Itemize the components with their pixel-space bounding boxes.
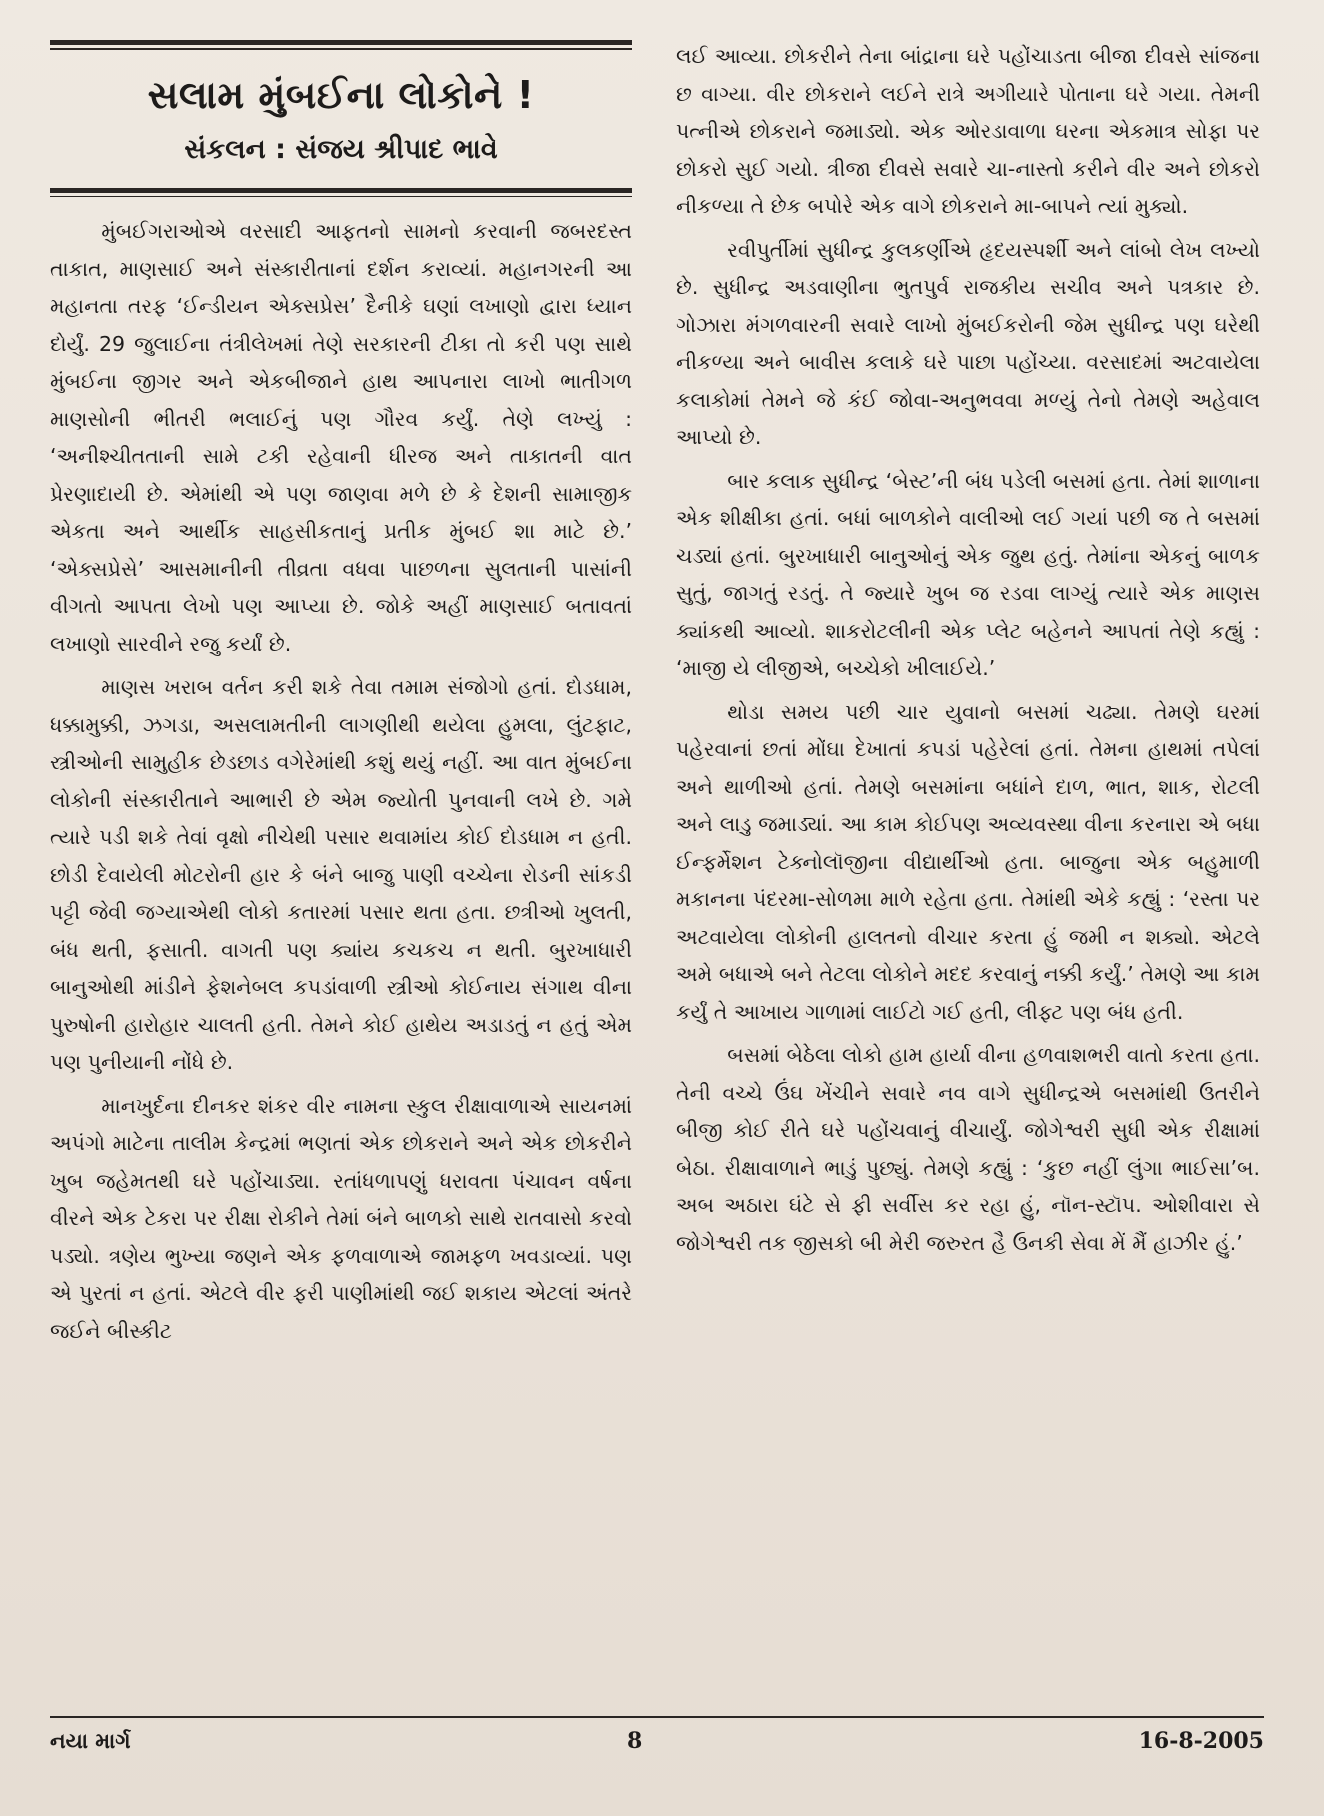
issue-date: 16-8-2005 [1138,1728,1264,1754]
publication-name: નયા માર્ગ [50,1728,131,1753]
title-rule-bottom-thick [50,188,632,193]
article-title: સલામ મુંબઈના લોકોને ! [147,72,535,117]
paragraph-rickshaw-free: બસમાં બેઠેલા લોકો હામ હાર્યા વીના હળવાશભરી વાતો કરતા હતા. તેની વચ્ચે ઉંઘ ખેંચીને સવારે નવ વાગે સુધીન્દ્રએ બસમાંથી ઉતરીને બીજી કોઈ રીતે ઘરે પહોંચવાનું વીચાર્યું. જોગેશ્વરી સુધી એક રીક્ષામાં બેઠા. રીક્ષાવાળાને ભાડું પુછ્યું. તેમણે કહ્યું : ‘કુછ નહીં લુંગા ભાઈસા’બ. અબ અઠારા ઘંટે સે ફી સર્વીસ કર રહા હું, નૉન-સ્ટૉપ. ઓશીવારા સે જોગેશ્વરી તક જીસકો બી મેરી જરુરત હૈ ઉનકી સેવા મેં મૈં હાઝીર હું.’ [676,1043,1260,1255]
paragraph-conduct: માણસ ખરાબ વર્તન કરી શકે તેવા તમામ સંજોગો હતાં. દોડધામ, ધક્કામુક્કી, ઝગડા, અસલામતીની લાગણીથી થયેલા હુમલા, લુંટફાટ, સ્ત્રીઓની સામુહીક છેડછાડ વગેરેમાંથી કશું થયું નહીં. આ વાત મુંબઈના લોકોની સંસ્કારીતાને આભારી છે એમ જ્યોતી પુનવાની લખે છે. ગમે ત્યારે પડી શકે તેવાં વૃક્ષો નીચેથી પસાર થવામાંય કોઈ દોડધામ ન હતી. છોડી દેવાયેલી મોટરોની હાર કે બંને બાજુ પાણી વચ્ચેના રોડની સાંકડી પટ્ટી જેવી જગ્યાએથી લોકો કતારમાં પસાર થતા હતા. છત્રીઓ ખુલતી, બંધ થતી, ફસાતી. વાગતી પણ ક્યાંય કચકચ ન થતી. બુરખાધારી બાનુઓથી માંડીને ફેશનેબલ કપડાંવાળી સ્ત્રીઓ કોઈનાય સંગાથ વીના પુરુષોની હારોહાર ચાલતી હતી. તેમને કોઈ હાથેય અડાડતું ન હતું એમ પણ પુનીયાની નોંધે છે. [50,675,632,1074]
page-footer [50,1716,1264,1754]
paragraph-students: થોડા સમય પછી ચાર યુવાનો બસમાં ચઢ્યા. તેમણે ઘરમાં પહેરવાનાં છતાં મોંઘા દેખાતાં કપડાં પહેરેલાં હતાં. તેમના હાથમાં તપેલાં અને થાળીઓ હતાં. તેમણે બસમાંના બધાંને દાળ, ભાત, શાક, રોટલી અને લાડુ જમાડ્યાં. આ કામ કોઈપણ અવ્યવસ્થા વીના કરનારા એ બધા ઈન્ફર્મેશન ટેક્નોલૉજીના વીદ્યાર્થીઓ હતા. બાજુના એક બહુમાળી મકાનના પંદરમા-સોળમા માળે રહેતા હતા. તેમાંથી એકે કહ્યું : ‘રસ્તા પર અટવાયેલા લોકોની હાલતનો વીચાર કરતા હું જમી ન શક્યો. એટલે અમે બધાએ બને તેટલા લોકોને મદદ કરવાનું નક્કી કર્યું.’ તેમણે આ કામ કર્યું તે આખાય ગાળામાં લાઈટો ગઈ હતી, લીફ્ટ પણ બંધ હતી. [676,699,1260,1024]
right-column [676,38,1260,1268]
title-rule-bottom-thin [50,196,632,198]
paragraph-intro: મુંબઈગરાઓએ વરસાદી આફતનો સામનો કરવાની જબરદસ્ત તાકાત, માણસાઈ અને સંસ્કારીતાનાં દર્શન કરાવ્યાં. મહાનગરની આ મહાનતા તરફ ‘ઈન્ડીયન એક્સપ્રેસ’ દૈનીકે ઘણાં લખાણો દ્વારા ધ્યાન દોર્યું. 29 જુલાઈના તંત્રીલેખમાં તેણે સરકારની ટીકા તો કરી પણ સાથે મુંબઈના જીગર અને એકબીજાને હાથ આપનારા લાખો ભાતીગળ માણસોની ભીતરી ભલાઈનું પણ ગૌરવ કર્યું. તેણે લખ્યું : ‘અનીશ્ચીતતાની સામે ટકી રહેવાની ધીરજ અને તાકાતની વાત પ્રેરણાદાયી છે. એમાંથી એ પણ જાણવા મળે છે કે દેશની સામાજીક એકતા અને આર્થીક સાહસીકતાનું પ્રતીક મુંબઈ શા માટે છે.’ ‘એક્સપ્રેસે’ આસમાનીની તીવ્રતા વધવા પાછળના સુલતાની પાસાંની વીગતો આપતા લેખો પણ આપ્યા છે. જોકે અહીં માણસાઈ બતાવતાં લખાણો સારવીને રજુ કર્યાં છે. [50,219,632,656]
paragraph-best-bus: બાર કલાક સુધીન્દ્ર ‘બેસ્ટ’ની બંધ પડેલી બસમાં હતા. તેમાં શાળાના એક શીક્ષીકા હતાં. બધાં બાળકોને વાલીઓ લઈ ગયાં પછી જ તે બસમાં ચડ્યાં હતાં. બુરખાધારી બાનુઓનું એક જુથ હતું. તેમાંના એકનું બાળક સુતું, જાગતું રડતું. તે જ્યારે ખુબ જ રડવા લાગ્યું ત્યારે એક માણસ ક્યાંકથી આવ્યો. શાકરોટલીની એક પ્લેટ બહેનને આપતાં તેણે કહ્યું : ‘માજી યે લીજીએ, બચ્ચેકો ખીલાઈયે.’ [676,468,1260,680]
left-column [50,38,632,1356]
page-number: 8 [626,1728,643,1754]
paragraph-continuation: લઈ આવ્યા. છોકરીને તેના બાંદ્રાના ઘરે પહોંચાડતા બીજા દીવસે સાંજના છ વાગ્યા. વીર છોકરાને લઈને રાત્રે અગીયારે પોતાના ઘરે ગયા. તેમની પત્નીએ છોકરાને જમાડ્યો. એક ઓરડાવાળા ઘરના એકમાત્ર સોફા પર છોકરો સુઈ ગયો. ત્રીજા દીવસે સવારે ચા-નાસ્તો કરીને વીર અને છોકરો નીકળ્યા તે છેક બપોરે એક વાગે છોકરાને મા-બાપને ત્યાં મુક્યો. [676,44,1260,218]
title-rule-top-thick [50,40,632,45]
paragraph-rickshaw-driver: માનખુર્દના દીનકર શંકર વીર નામના સ્કુલ રીક્ષાવાળાએ સાયનમાં અપંગો માટેના તાલીમ કેન્દ્રમાં ભણતાં એક છોકરાને અને એક છોકરીને ખુબ જહેમતથી ઘરે પહોંચાડ્યા. રતાંધળાપણું ધરાવતા પંચાવન વર્ષના વીરને એક ટેકરા પર રીક્ષા રોકીને તેમાં બંને બાળકો સાથે રાતવાસો કરવો પડ્યો. ત્રણેય ભુખ્યા જણને એક ફળવાળાએ જામફળ ખવડાવ્યાં. પણ એ પુરતાં ન હતાં. એટલે વીર ફરી પાણીમાંથી જઈ શકાય એટલાં અંતરે જઈને બીસ્કીટ [50,1093,632,1343]
paragraph-sudheendra: રવીપુર્તીમાં સુધીન્દ્ર કુલકર્ણીએ હૃદયસ્પર્શી અને લાંબો લેખ લખ્યો છે. સુધીન્દ્ર અડવાણીના ભુતપુર્વ રાજકીય સચીવ અને પત્રકાર છે. ગોઝારા મંગળવારની સવારે લાખો મુંબઈકરોની જેમ સુધીન્દ્ર પણ ઘરેથી નીકળ્યા અને બાવીસ કલાકે ઘરે પાછા પહોંચ્યા. વરસાદમાં અટવાયેલા કલાકોમાં તેમને જે કંઈ જોવા-અનુભવવા મળ્યું તેનો તેમણે અહેવાલ આપ્યો છે. [676,237,1260,449]
title-rule-top-thin [50,48,632,50]
article-byline: સંકલન : સંજય શ્રીપાદ ભાવે [184,133,498,165]
